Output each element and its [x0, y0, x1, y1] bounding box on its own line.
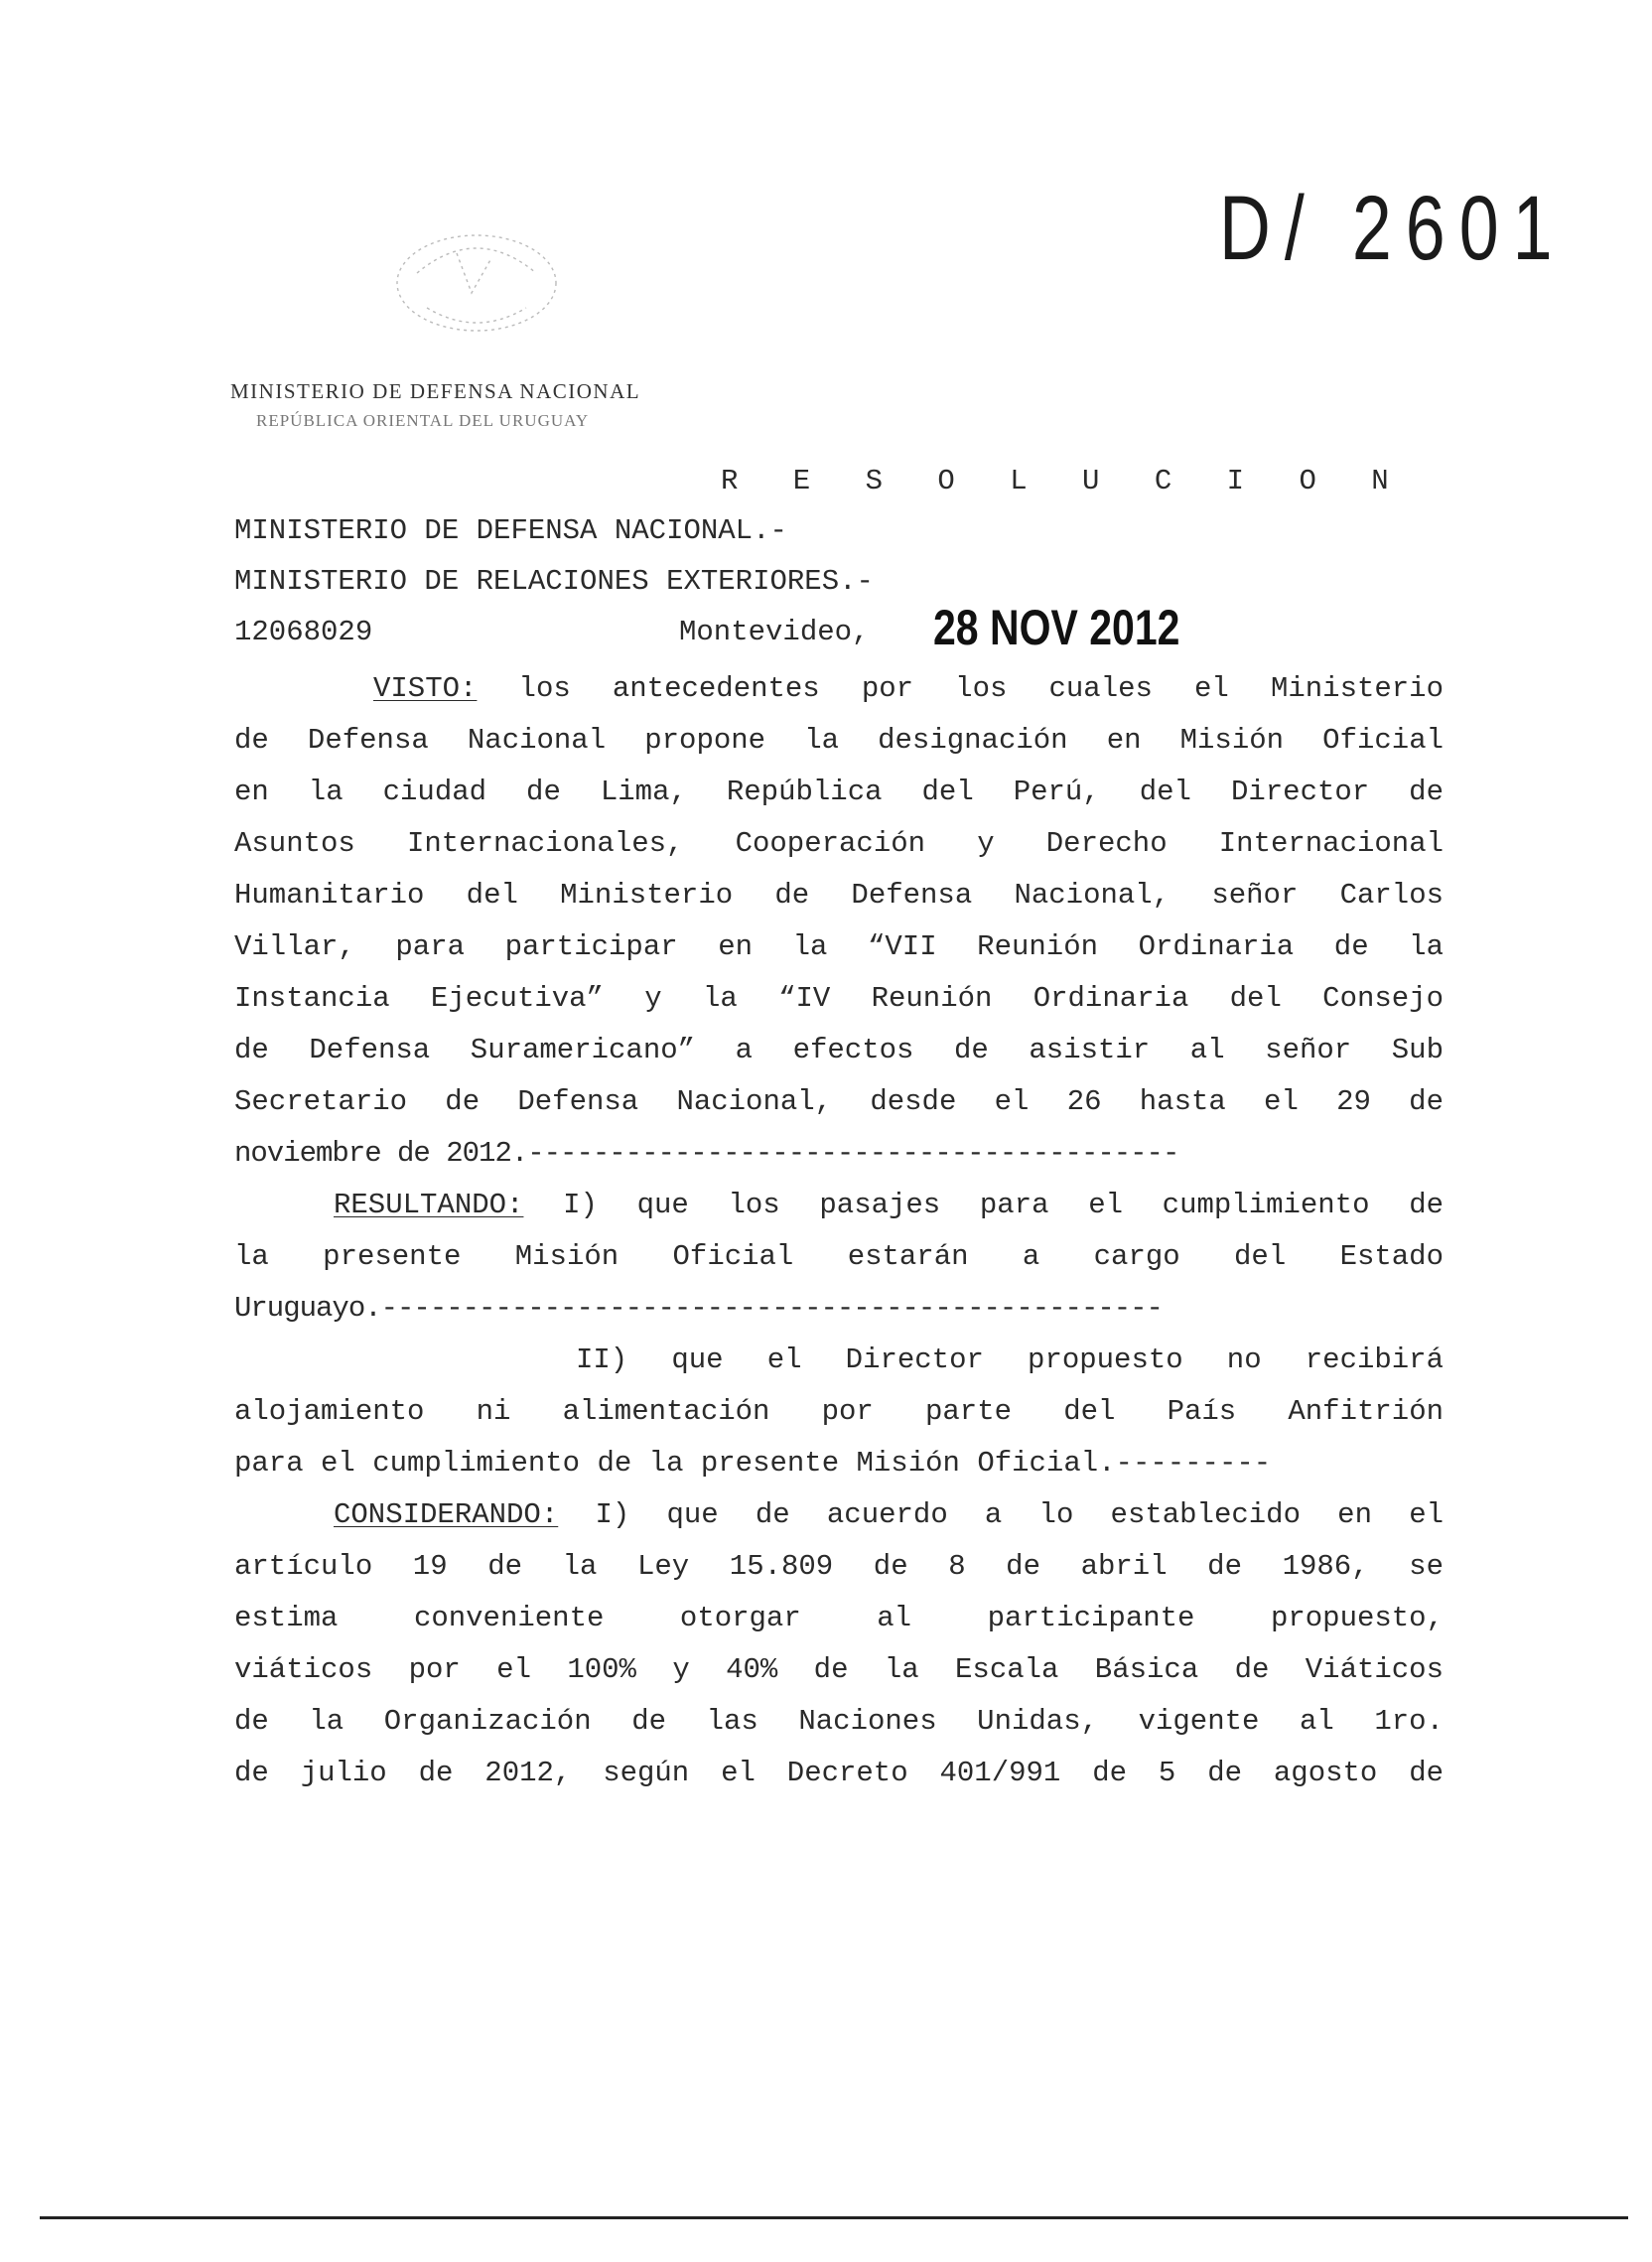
- considerando-line: CONSIDERANDO: I) que de acuerdo a lo establecido en el: [334, 1498, 1444, 1531]
- page-bottom-rule: [40, 2216, 1628, 2219]
- resultando-line: Uruguayo.------------------------------------------------: [234, 1292, 1163, 1325]
- visto-label: VISTO:: [373, 672, 478, 705]
- visto-line: Asuntos Internacionales, Cooperación y Derecho Internacional: [234, 827, 1444, 860]
- resultando-line: RESULTANDO: I) que los pasajes para el cumplimiento de: [334, 1189, 1444, 1221]
- letterhead-republic: REPÚBLICA ORIENTAL DEL URUGUAY: [256, 411, 590, 430]
- considerando-line: viáticos por el 100% y 40% de la Escala Básica de Viáticos: [234, 1653, 1444, 1686]
- visto-line: en la ciudad de Lima, República del Perú, del Director de: [234, 776, 1444, 808]
- document-title: R E S O L U C I O N: [721, 465, 1408, 497]
- considerando-label: CONSIDERANDO:: [334, 1498, 559, 1531]
- document-stamp-number: D/ 2601: [1219, 178, 1567, 279]
- ministry-seal-emblem: [367, 213, 586, 353]
- visto-line: de Defensa Suramericano” a efectos de asistir al señor Sub: [234, 1034, 1444, 1066]
- visto-line: VISTO: los antecedentes por los cuales el Ministerio: [373, 672, 1444, 705]
- considerando-line: artículo 19 de la Ley 15.809 de 8 de abril de 1986, se: [234, 1550, 1444, 1583]
- addressee-2: MINISTERIO DE RELACIONES EXTERIORES.-: [234, 565, 874, 598]
- visto-line: Humanitario del Ministerio de Defensa Nacional, señor Carlos: [234, 879, 1444, 912]
- addressee-1: MINISTERIO DE DEFENSA NACIONAL.-: [234, 514, 787, 547]
- considerando-line: de la Organización de las Naciones Unidas, vigente al 1ro.: [234, 1705, 1444, 1738]
- considerando-line: de julio de 2012, según el Decreto 401/991 de 5 de agosto de: [234, 1757, 1444, 1789]
- letterhead-ministry: MINISTERIO DE DEFENSA NACIONAL: [230, 379, 641, 403]
- visto-line: de Defensa Nacional propone la designación en Misión Oficial: [234, 724, 1444, 757]
- date-stamp: 28 NOV 2012: [933, 600, 1180, 655]
- visto-line: Secretario de Defensa Nacional, desde el 26 hasta el 29 de: [234, 1085, 1444, 1118]
- place-label: Montevideo,: [679, 616, 870, 648]
- considerando-line: estima conveniente otorgar al participante propuesto,: [234, 1602, 1444, 1634]
- resolution-body: [234, 663, 1444, 1799]
- file-number: 12068029: [234, 616, 373, 648]
- resultando-line: alojamiento ni alimentación por parte del País Anfitrión: [234, 1395, 1444, 1428]
- resultando-line: la presente Misión Oficial estarán a cargo del Estado: [234, 1240, 1444, 1273]
- visto-line: Villar, para participar en la “VII Reunión Ordinaria de la: [234, 930, 1444, 963]
- resultando-line: II) que el Director propuesto no recibirá: [576, 1343, 1444, 1376]
- resultando-line: para el cumplimiento de la presente Misión Oficial.---------: [234, 1447, 1272, 1480]
- visto-line: noviembre de 2012.----------------------------------------: [234, 1137, 1179, 1170]
- resultando-label: RESULTANDO:: [334, 1189, 524, 1221]
- visto-line: Instancia Ejecutiva” y la “IV Reunión Ordinaria del Consejo: [234, 982, 1444, 1015]
